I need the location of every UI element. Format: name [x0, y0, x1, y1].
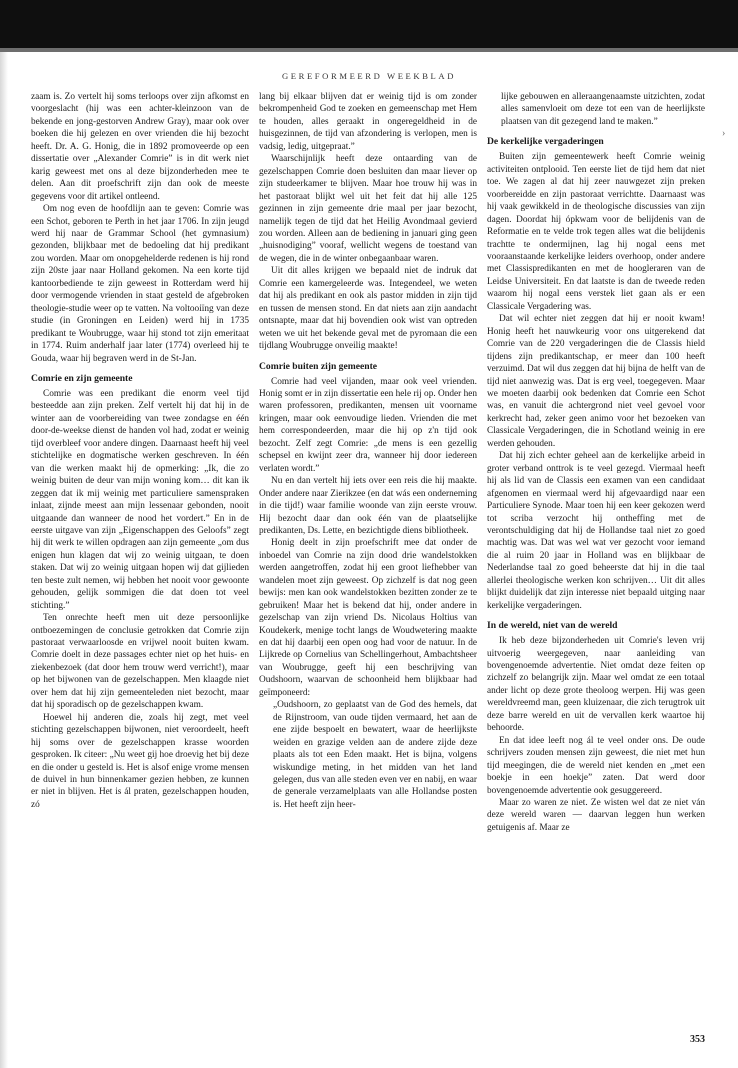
paragraph: zaam is. Zo vertelt hij soms terloops over zijn afkomst en voorgeslacht (hij was een achter-kleinzoon van de bekende en jong-gestorven Andrew Gray), maar ook over boeken die hij gelezen en over vrienden die hij bezocht heeft. Dr. A. G. Honig, die in 1892 promoveerde op een dissertatie over „Alexander Comrie” is in dit werk niet karig geweest met ons al deze bijzonderheden mee te delen. Aan dit proefschrift zijn dan ook de meeste gegevens voor dit artikel ontleend.: [31, 92, 249, 202]
paragraph: lang bij elkaar blijven dat er weinig tijd is om zonder bekrompenheid God te zoeken en gemeenschap met Hem te houden, alles geraakt in ongeregeldheid in de huisgezinnen, de tijd van afzondering is verlopen, men is vadsig, ledig, uitgepraat.”: [259, 92, 477, 152]
paragraph: Hoewel hij anderen die, zoals hij zegt, met veel stichting gezelschappen bijwonen, niet veroordeelt, heeft hij soms over de gezelschappen krasse woorden gesproken. Ik citeer: „Nu weet gij hoe droevig het bij deze en die onder u gesteld is. Het is alsof enige vrome mensen de duivel in hun binnenkamer gezien hebben, ze kunnen er niet in blijven. Het is ál praten, gezelschappen houden, zó: [31, 712, 249, 810]
paragraph: Om nog even de hoofdlijn aan te geven: Comrie was een Schot, geboren te Perth in het jaar 1706. In zijn jeugd werd hij naar de Grammar School (het gymnasium) gezonden, blijkbaar met de bedoeling dat hij predikant zou worden. Maar om onopgehelderde redenen is hij rond zijn 20ste jaar naar Holland gekomen. Na een korte tijd kantoorbediende te zijn geweest in Rotterdam werd hij door vermogende vrienden in staat gesteld de afgebroken theologie-studie weer op te vatten. Na voltooiïng van deze studie (in Groningen en Leiden) werd hij in 1735 predikant te Woubrugge, waar hij stond tot zijn emeritaat in 1774. Ruim anderhalf jaar later (1774) overleed hij te Gouda, waar hij begraven werd in de St-Jan.: [31, 204, 249, 364]
paragraph: Buiten zijn gemeentewerk heeft Comrie weinig activiteiten ontplooid. Ten eerste liet de tijd hem dat niet toe. We zagen al dat hij zeer nauwgezet zijn preken voorbereidde en zijn pastoraat verrichtte. Daarnaast was hij vaak gewikkeld in de theologische discussies van zijn dagen. Doordat hij ópkwam voor de belijdenis van de Reformatie en te velde trok tegen alles wat die belijdenis trachtte te ondermijnen, lag hij nogal eens met vooraanstaande kerkelijke leiders overhoop, onder andere met Classispredikanten en met de hoogleraren van de Leidse Universiteit. En dat laatste is dan de tweede reden waarom hij nogal eens verstek liet gaan als er een Classicale Vergadering was.: [487, 152, 705, 312]
column-3: [487, 91, 705, 1021]
block-quote: „Oudshoorn, zo geplaatst van de God des hemels, dat de Rijnstroom, van oude tijden vermaard, het aan de ene zijde bespoelt en bewatert, waar de heerlijkste weiden en grazige velden aan de andere zijde deze plaats als tot een Eden maakt. Het is bijna, volgens wiskundige meting, in het midden van het land gelegen, dus van alle steden even ver en nabij, en waar de generale verzamelplaats van alle Hollandse posten is. Het heeft zijn heer-: [273, 700, 477, 810]
section-heading: De kerkelijke vergaderingen: [487, 136, 604, 148]
paragraph: Dat wil echter niet zeggen dat hij er nooit kwam! Honig heeft het nauwkeurig voor ons uitgerekend dat Comrie van de 220 vergaderingen die de Classis hield tijdens zijn predikantschap, er meer dan 100 heeft verzuimd. Dat wil dus zeggen dat hij bijna de helft van de tijd niet aanwezig was. Dat is erg veel, toegegeven. Maar we moeten daarbij ook bedenken dat Comrie een Schot was, en vanuit die achtergrond niet veel gevoel voor kerkrecht had, zeker geen animo voor het bezoeken van Classicale Vergaderingen, die in Schotland weinig in ere werden gehouden.: [487, 314, 705, 449]
paragraph: Nu en dan vertelt hij iets over een reis die hij maakte. Onder andere naar Zierikzee (en dat wás een onderneming in die tijd!) waar familie woonde van zijn eerste vrouw. Hij bezocht daar dan ook één van de plaatselijke predikanten, Ds. Lette, en bezichtigde diens bibliotheek.: [259, 476, 477, 536]
paragraph: Ik heb deze bijzonderheden uit Comrie's leven vrij uitvoerig weergegeven, naar aanleiding van bovengenoemde advertentie. Niet omdat deze feiten op zichzelf zo belangrijk zijn. Maar wel omdat ze een totaal ander licht op deze grote theoloog werpen. Hij was geen wereldvreemd man, geen kluizenaar, die zich terugtrok uit deze barre wereld en uit de vervallen kerk waartoe hij behoorde.: [487, 636, 705, 734]
paragraph: Dat hij zich echter geheel aan de kerkelijke arbeid in groter verband onttrok is te veel gezegd. Viermaal heeft hij als lid van de Classis een examen van een candidaat afgenomen en viermaal werd hij afgevaardigd naar een Particuliere Synode. Maar toen hij een keer gekozen werd tot scriba verzocht hij ontheffing met de verontschuldiging dat hij de Hollandse taal niet zo goed machtig was. Dat was wel wat ver gezocht voor iemand die al ruim 20 jaar in Holland was en blijkbaar de Nederlandse taal zo goed beheerste dat hij in die taal allerlei theologische werken kon schrijven… Uit dit alles blijkt duidelijk dat zijn interesse niet bepaald uitging naar kerkelijke vergaderingen.: [487, 451, 705, 611]
scan-top-border-edge: [0, 48, 738, 52]
paragraph: En dat idee leeft nog ál te veel onder ons. De oude schrijvers zouden mensen zijn geweest, die niet met hun tijd meegingen, die de wereld niet kenden en „met een boekje in een hoekje” zaten. Dat werd door bovengenoemde advertentie ook gesuggereerd.: [487, 735, 705, 796]
paragraph: Comrie was een predikant die enorm veel tijd besteedde aan zijn preken. Zelf vertelt hij dat hij in de winter aan de voorbereiding van twee zondagse en één door-de-weekse dienst de handen vol had, zodat er weinig tijd overbleef voor andere dingen. Daarnaast heeft hij veel stichtelijke en dogmatische werken geschreven. In één van die werken maakt hij de opmerking: „Ik, die zo weinig buiten de deur van mijn woning kom… dit kan ik zeggen dat ik mij weinig met particuliere samenspraken inlaat, zijnde meest aan mijn lessenaar gebonden, nooit uitgaande dan wanneer de nood het vordert.” En in de eerste uitgave van zijn „Eigenschappen des Geloofs” zegt hij dit werk te willen opdragen aan zijn gemeente „om dus enigen hun klagen dat wij zo weinig uitgaan, te doen staken. Dat wij zo weinig uitgaan hopen wij dat gijlieden ten beste zult nemen, wij hebben het nooit voor gewoonte gehouden, gelijk sommigen die dat doen tot veel stichting.”: [31, 388, 249, 611]
scan-top-border: [0, 0, 738, 48]
section-heading: In de wereld, niet van de wereld: [487, 620, 618, 632]
paragraph: Waarschijnlijk heeft deze ontaarding van de gezelschappen Comrie doen besluiten dan maar liever op zijn studeerkamer te blijven. Maar hoe trouw hij was in het pastoraat blijkt wel uit het feit dat hij alle 125 gezinnen in zijn gemeente drie maal per jaar bezocht, namelijk tegen de tijd dat het Heilig Avondmaal gevierd zou worden. Alleen aan de bediening in januari ging geen „huisnodiging” vooraf, wellicht wegens de toestand van de wegen, die in de winter onbegaanbaar waren.: [259, 154, 477, 264]
paragraph: Honig deelt in zijn proefschrift mee dat onder de inboedel van Comrie na zijn dood drie wandelstokken werden aangetroffen, zodat hij een groot liefhebber van wandelen moet zijn geweest. Op zichzelf is dat nog geen bewijs: men kan ook wandelstokken bezitten zonder ze te gebruiken! Maar het is bekend dat hij, onder andere in gezelschap van zijn vriend Ds. Nicolaus Holtius van Koudekerk, menige tocht langs de Woudwetering maakte en dat hij daarbij een open oog had voor de natuur. In de Lijkrede op Cornelius van Schellingerhout, Ambachtsheer van Woubrugge, geeft hij een beschrijving van Oudshoorn, waarvan de schoonheid hem blijkbaar had geïmponeerd:: [259, 538, 477, 698]
column-2: [259, 91, 477, 1021]
page-gutter-shadow: [0, 52, 8, 1068]
paragraph: Uit dit alles krijgen we bepaald niet de indruk dat Comrie een kamergeleerde was. Integendeel, we weten dat hij als predikant en ook als pastor midden in zijn tijd en tussen de mensen stond. En dat niets aan zijn aandacht ontsnapte, maar dat hij bovendien ook wist van optreden weten we uit het bekende geval met de pyromaan die een tijdlang Woubrugge onveilig maakte!: [259, 266, 477, 352]
running-header: GEREFORMEERD WEEKBLAD: [281, 71, 457, 81]
margin-mark: ›: [722, 128, 726, 139]
block-quote: lijke gebouwen en alleraangenaamste uitzichten, zodat alles samenvloeit om deze tot een van de heerlijkste plaatsen van dit gezegend land te maken.”: [501, 92, 705, 127]
page-number: 353: [690, 1034, 705, 1045]
section-heading: Comrie en zijn gemeente: [31, 372, 133, 384]
paragraph: Ten onrechte heeft men uit deze persoonlijke ontboezemingen de conclusie getrokken dat Comrie zijn pastoraat verwaarloosde en vrijwel nooit buiten kwam. Comrie doelt in deze passages echter niet op het huis- en ziekenbezoek (dat door hem trouw werd verricht!), maar op het bijwonen van de gezelschappen. Men klaagde niet over hem dat hij zijn gemeenteleden niet bezocht, maar dat hij sporadisch op de gezelschappen kwam.: [31, 613, 249, 711]
section-heading: Comrie buiten zijn gemeente: [259, 360, 378, 372]
paragraph: Maar zo waren ze niet. Ze wisten wel dat ze niet ván deze wereld waren — daarvan leggen hun werken getuigenis af. Maar ze: [487, 798, 705, 833]
column-1: [31, 91, 249, 1021]
paragraph: Comrie had veel vijanden, maar ook veel vrienden. Honig somt er in zijn dissertatie een hele rij op. Onder hen waren professoren, predikanten, mensen uit voorname kringen, maar ook eenvoudige lieden. Vrienden die met hem correspondeerden, maar die hij op z'n tijd ook bezocht. Zelf zegt Comrie: „de mens is een gezellig schepsel en kwijnt zeer dra, wanneer hij door iedereen verlaten wordt.”: [259, 376, 477, 474]
